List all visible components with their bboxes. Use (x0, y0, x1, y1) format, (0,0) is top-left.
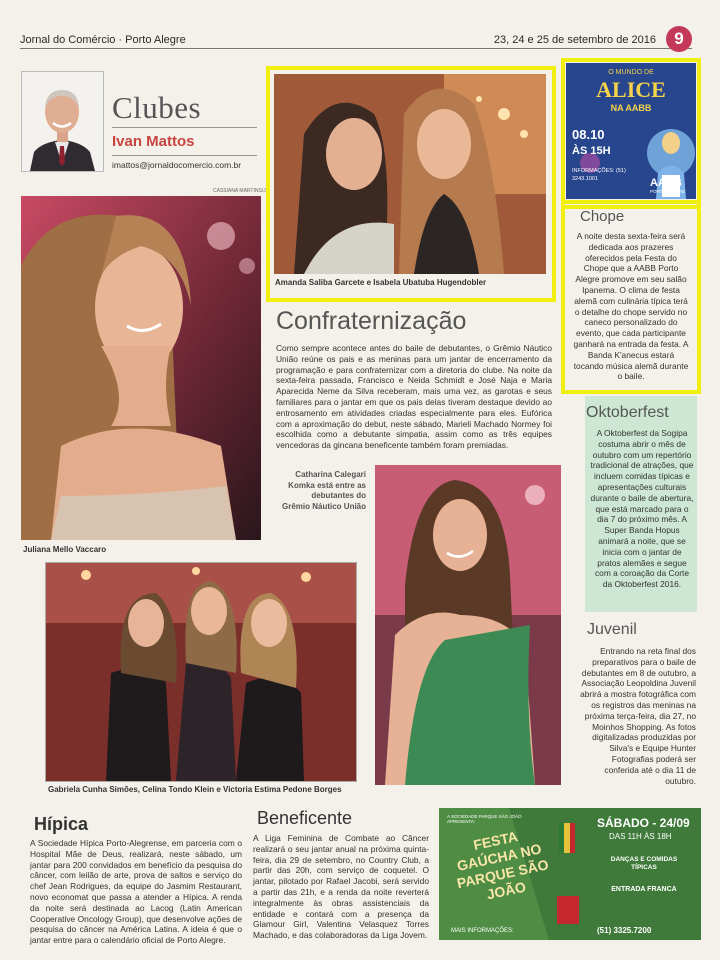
festa-ad-info: MAIS INFORMAÇÕES: (451, 928, 514, 934)
caption-amanda-isabela: Amanda Saliba Garcete e Isabela Ubatuba Hugendobler (275, 278, 487, 287)
issue-date: 23, 24 e 25 de setembro de 2016 (493, 34, 656, 46)
photo-credit: CASSIANA MARTINS/JC (213, 188, 270, 194)
section-title: Clubes (112, 90, 202, 125)
festa-gaucha-ad (439, 808, 701, 940)
hipica-title: Hípica (34, 814, 89, 834)
alice-ad-line3: NA AABB (610, 103, 652, 113)
festa-ad-time: DAS 11H ÀS 18H (609, 832, 672, 841)
columnist-email[interactable]: imattos@jornaldocomercio.com.br (112, 160, 242, 170)
caption-catharina: Catharina Calegari Komka está entre as debutantes do Grêmio Náutico União (282, 470, 367, 511)
columnist-portrait (21, 71, 104, 172)
caption-group: Gabriela Cunha Simões, Celina Tondo Klein e Victoria Estima Pedone Borges (48, 785, 342, 794)
chope-title: Chope (580, 208, 625, 225)
photo-catharina (375, 465, 561, 785)
juvenil-body: Entrando na reta final dos preparativos para o baile de debutantes em 8 de outubro, a Associação Leopoldina Juvenil abrirá a mostra fotográfica com os registros das meninas na próxima terça-feira, dia 27, no Moinhos Shopping. As fotos digitalizadas produzidas por Silva's e Equipe Hunter Fotografias poderá ser conferida até o dia 11 de outubro. (580, 646, 696, 786)
chope-body: A noite desta sexta-feira será dedicada aos prazeres oferecidos pela Festa do Chope que a AABB Porto Alegre promove em seu salão Ipanema. O clima de festa alemã com culinária típica terá o detalhe do chope servido no caneco personalizado do evento, que cada participante ganhará na entrada da festa. A Banda K'anecus estará tocando música alemã durante o baile. (573, 231, 689, 382)
alice-ad-time: ÀS 15H (572, 145, 611, 157)
page-number: 9 (666, 26, 692, 52)
festa-ad-date: SÁBADO - 24/09 (597, 816, 690, 830)
juvenil-title: Juvenil (587, 621, 637, 638)
alice-ad-title: ALICE (596, 77, 666, 102)
beneficente-title: Beneficente (257, 808, 353, 828)
confraternizacao-body: Como sempre acontece antes do baile de debutantes, o Grêmio Náutico União reúne os pais e as meninas para um jantar de encerramento da programação e para confraternizar com a diretoria do clube. Na noite da sexta-feira passada, Francisco e Neida Schmidt e José Naja e Maria Aparecida Neme da Silva receberam, mais uma vez, as garotas e seus familiares para o jantar em que os pais delas tiveram destaque devido ao entrosamento em atividades criadas especialmente para eles. Eufórica com a aproximação do debut, neste sábado, Marieli Machado Normey foi escolhida como a debutante simpatia, assim como as três equipes vencedoras da gincana beneficente também foram premiadas. (276, 343, 552, 451)
alice-ad-info: INFORMAÇÕES: (51) 3243.1001 (572, 168, 626, 182)
festa-ad-feature2: ENTRADA FRANCA (611, 886, 677, 893)
festa-ad-presents: A SOCIEDADE PARQUE SÃO JOÃO APRESENTA: (447, 814, 522, 824)
alice-ad-brand-sub: PORTO ALEGRE (650, 189, 686, 194)
section-divider (112, 155, 257, 156)
page-header (20, 30, 692, 49)
festa-ad-feature1: DANÇAS E COMIDAS TÍPICAS (610, 856, 678, 871)
oktoberfest-body: A Oktoberfest da Sogipa costuma abrir o mês de outubro com um repertório tradicional de atrações, que incluem comidas típicas e apresentações culturais durante o baile de abertura, que está marcado para o dia 7 do próximo mês. A Super Banda Hopus animará a noite, que se inicia com o jantar de pratos alemães e segue com a coroação da Corte da Oktoberfest 2016. (590, 428, 694, 590)
photo-juliana (21, 196, 261, 540)
festa-ad-phone: (51) 3325.7200 (597, 926, 652, 935)
columnist-name: Ivan Mattos (112, 133, 195, 150)
hipica-body: A Sociedade Hípica Porto-Alegrense, em parceria com o Hospital Mãe de Deus, realizará, neste sábado, um jantar para 200 convidados em benefício da pesquisa do câncer, com leilão de arte, prova de saltos e serviço do chef Jean Rodrigues, da equipe do Jasmim Restaurant, novo economat que passa a atender a Hípica. A renda da noite será destinada ao Lacog (Latin American Cooperative Oncology Group), que desenvolve ações de pesquisa do câncer na América Latina. A ideia é que o jantar entre para o calendário oficial de Porto Alegre. (30, 838, 242, 946)
beneficente-body: A Liga Feminina de Combate ao Câncer realizará o seu jantar anual na próxima quinta-feira, dia 29 de setembro, no Country Club, a partir das 20h, com serviço de coquetel. O jantar, pilotado por Rafael Jacobi, será servido a partir das 21h, e a renda da noite reverterá integralmente às obras assistenciais da entidade e contará com a presença da Glamour Girl, Valentina Velasquez Torres Machado, e das colaboradoras da Liga Jovem. (253, 833, 429, 941)
caption-juliana: Juliana Mello Vaccaro (23, 545, 107, 554)
alice-ad (566, 63, 696, 199)
publication-name: Jornal do Comércio · Porto Alegre (20, 34, 186, 46)
alice-ad-brand: AABB (650, 177, 682, 189)
photo-group (45, 562, 357, 782)
festa-ad-title: FESTA GAÚCHA NO PARQUE SÃO JOÃO (455, 828, 550, 903)
alice-ad-line1: O MUNDO DE (608, 69, 654, 76)
photo-amanda-isabela (274, 74, 546, 274)
oktoberfest-title: Oktoberfest (586, 404, 669, 421)
section-divider (112, 127, 257, 128)
confraternizacao-title: Confraternização (276, 307, 467, 335)
alice-ad-date: 08.10 (572, 127, 605, 142)
